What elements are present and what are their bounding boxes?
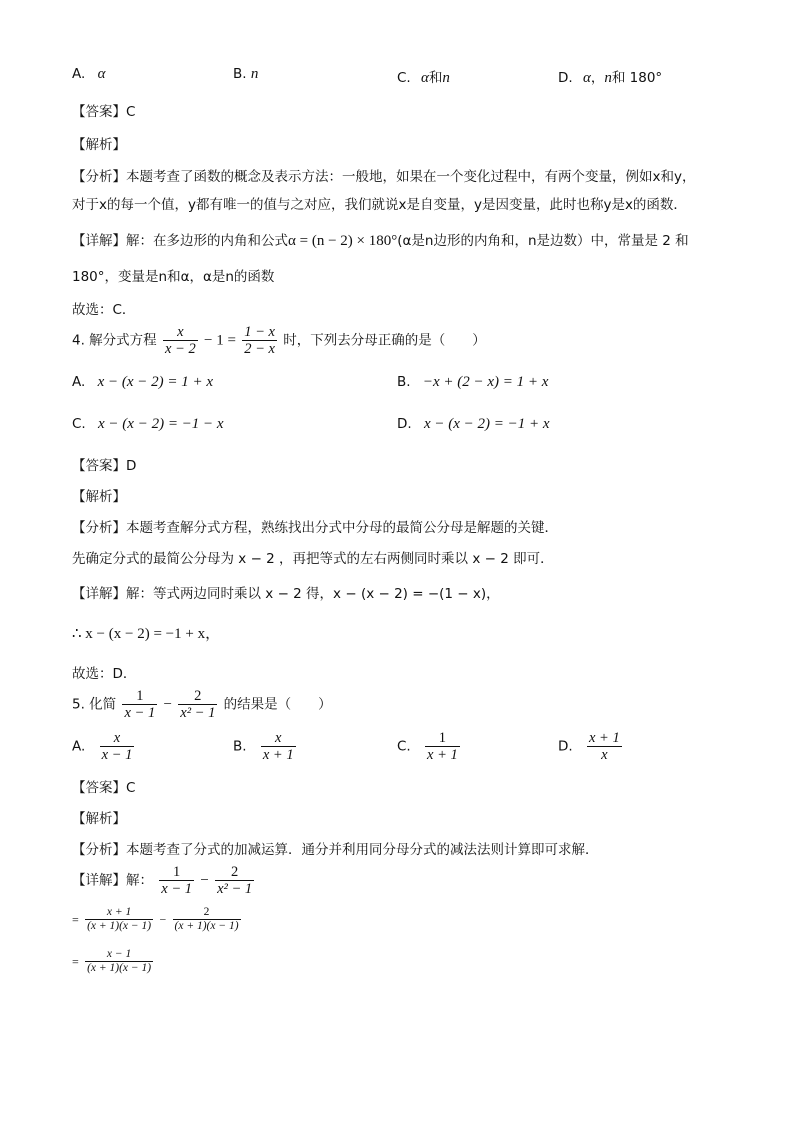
q5-stem: [72, 688, 332, 721]
q3-guxuan: 故选：C．: [72, 302, 136, 318]
denominator: (x + 1)(x − 1): [87, 920, 152, 932]
denominator: x + 1: [262, 747, 294, 763]
q4-fraction-2: [242, 324, 277, 357]
denominator: x: [601, 747, 608, 763]
option-letter: C.: [397, 738, 411, 755]
denominator: x − 1: [124, 705, 156, 721]
q4-stem-suffix: 时，下列去分母正确的是（ ）: [283, 332, 486, 349]
xiangjie-label: 【详解】解：: [72, 872, 153, 889]
minus-sign: −: [200, 872, 209, 889]
n-symbol: n: [250, 66, 259, 82]
q3-option-a: [72, 66, 105, 83]
alpha-symbol: α: [582, 70, 591, 86]
q5-stem-prefix: 5. 化简: [72, 696, 117, 713]
numerator: x: [163, 324, 198, 341]
denominator: x − 1: [101, 747, 133, 763]
q5-step1-fraction-2: [173, 906, 241, 933]
q4-xiangjie: 【详解】解：等式两边同时乘以 x − 2 得，x − (x − 2) = −(1 − x)，: [72, 586, 500, 602]
equals-sign: =: [72, 912, 79, 927]
n-symbol: n: [604, 70, 612, 86]
q5-option-b: [233, 730, 298, 763]
q5-xiangjie: [72, 864, 256, 897]
option-fraction: [425, 730, 460, 763]
option-fraction: [100, 730, 135, 763]
numerator: 2: [178, 688, 217, 705]
option-rest: 和 180°: [611, 70, 663, 86]
q5-step1: [72, 906, 243, 933]
option-letter: D.: [558, 70, 573, 86]
q5-fraction-1: [122, 688, 157, 721]
xiangjie-suffix: (α是n边形的内角和，n是边数）中，常量是 2 和: [397, 233, 689, 249]
q4-fraction-1: [163, 324, 198, 357]
xiangjie-prefix: 【详解】解：在多边形的内角和公式: [72, 233, 288, 249]
numerator: 1: [425, 730, 460, 747]
q4-answer: 【答案】D: [72, 458, 137, 474]
q5-fraction-2: [178, 688, 217, 721]
minus-sign: −: [159, 912, 167, 927]
option-letter: B.: [397, 374, 411, 390]
q5-step0-fraction-1: [159, 864, 194, 897]
numerator: 2: [215, 864, 254, 881]
equals-sign: =: [72, 954, 79, 969]
q3-xiangjie-line2: 180°，变量是n和α，α是n的函数: [72, 269, 275, 285]
q3-option-c: [397, 66, 450, 87]
q4-stem: [72, 324, 486, 357]
numerator: x: [261, 730, 296, 747]
denominator: (x + 1)(x − 1): [174, 920, 239, 932]
option-letter: C.: [397, 70, 411, 86]
option-text: x − (x − 2) = 1 + x: [97, 374, 214, 390]
numerator: x − 1: [85, 948, 153, 962]
comma: ，: [590, 70, 605, 86]
denominator: x² − 1: [217, 881, 253, 897]
and-text: 和: [428, 70, 443, 86]
option-letter: D.: [397, 416, 412, 432]
denominator: (x + 1)(x − 1): [87, 962, 152, 974]
q4-option-d: [397, 416, 550, 433]
q4-fenxi-line2: 先确定分式的最简公分母为 x − 2 ，再把等式的左右两侧同时乘以 x − 2 即可．: [72, 551, 554, 567]
option-fraction: [261, 730, 296, 763]
option-letter: B.: [233, 66, 247, 82]
q5-option-c: [397, 730, 462, 763]
alpha-symbol: α: [97, 66, 106, 82]
option-letter: A.: [72, 66, 86, 82]
minus-sign: −: [163, 696, 172, 713]
q4-guxuan: 故选：D．: [72, 666, 137, 682]
q5-step0-fraction-2: [215, 864, 254, 897]
n-symbol: n: [442, 70, 450, 86]
denominator: x − 1: [161, 881, 193, 897]
denominator: x² − 1: [180, 705, 216, 721]
q3-jiexi-heading: 【解析】: [72, 137, 126, 153]
numerator: x + 1: [85, 906, 153, 920]
numerator: 2: [173, 906, 241, 920]
q4-option-c: [72, 416, 224, 433]
polygon-angle-formula: α = (n − 2) × 180°: [288, 233, 398, 249]
option-fraction: [587, 730, 622, 763]
denominator: x + 1: [427, 747, 458, 763]
numerator: x + 1: [588, 730, 620, 746]
option-text: −x + (2 − x) = 1 + x: [422, 374, 549, 390]
q3-fenxi-line1: 【分析】本题考查了函数的概念及表示方法：一般地，如果在一个变化过程中，有两个变量，例如x和y，: [72, 169, 696, 185]
q5-stem-suffix: 的结果是（ ）: [223, 696, 332, 713]
option-text: x − (x − 2) = −1 − x: [98, 416, 224, 432]
numerator: x: [100, 730, 135, 747]
q3-option-b: [233, 66, 258, 83]
numerator: 1: [122, 688, 157, 705]
option-letter: D.: [558, 738, 573, 755]
q4-stem-prefix: 4. 解分式方程: [72, 332, 157, 349]
q3-xiangjie: [72, 229, 689, 250]
numerator: 1: [159, 864, 194, 881]
q5-step2-fraction: [85, 948, 153, 975]
denominator: 2 − x: [244, 341, 275, 357]
q4-jiexi-heading: 【解析】: [72, 489, 126, 505]
option-letter: C.: [72, 416, 86, 432]
option-text: x − (x − 2) = −1 + x: [423, 416, 550, 432]
denominator: x − 2: [164, 341, 196, 357]
q4-equation-middle: − 1 =: [204, 332, 236, 349]
q4-fenxi: 【分析】本题考查解分式方程，熟练找出分式中分母的最简公分母是解题的关键．: [72, 520, 558, 536]
numerator: 1 − x: [244, 324, 275, 340]
alpha-symbol: α: [421, 70, 429, 86]
option-letter: B.: [233, 738, 247, 755]
q5-jiexi-heading: 【解析】: [72, 811, 126, 827]
q4-option-a: [72, 374, 213, 391]
q5-option-a: [72, 730, 136, 763]
option-letter: A.: [72, 738, 86, 755]
q5-step1-fraction-1: [85, 906, 153, 933]
option-letter: A.: [72, 374, 86, 390]
q5-option-d: [558, 730, 624, 763]
q3-fenxi-line2: 对于x的每一个值，y都有唯一的值与之对应，我们就说x是自变量，y是因变量，此时也称y是x的函数．: [72, 197, 687, 213]
q5-fenxi: 【分析】本题考查了分式的加减运算．通分并利用同分母分式的减法法则计算即可求解．: [72, 842, 599, 858]
q3-answer: 【答案】C: [72, 104, 136, 120]
q4-option-b: [397, 374, 548, 391]
q4-therefore: ∴ x − (x − 2) = −1 + x，: [72, 626, 221, 642]
q5-answer: 【答案】C: [72, 780, 136, 796]
q5-step2: [72, 948, 155, 975]
q3-option-d: [558, 66, 662, 87]
